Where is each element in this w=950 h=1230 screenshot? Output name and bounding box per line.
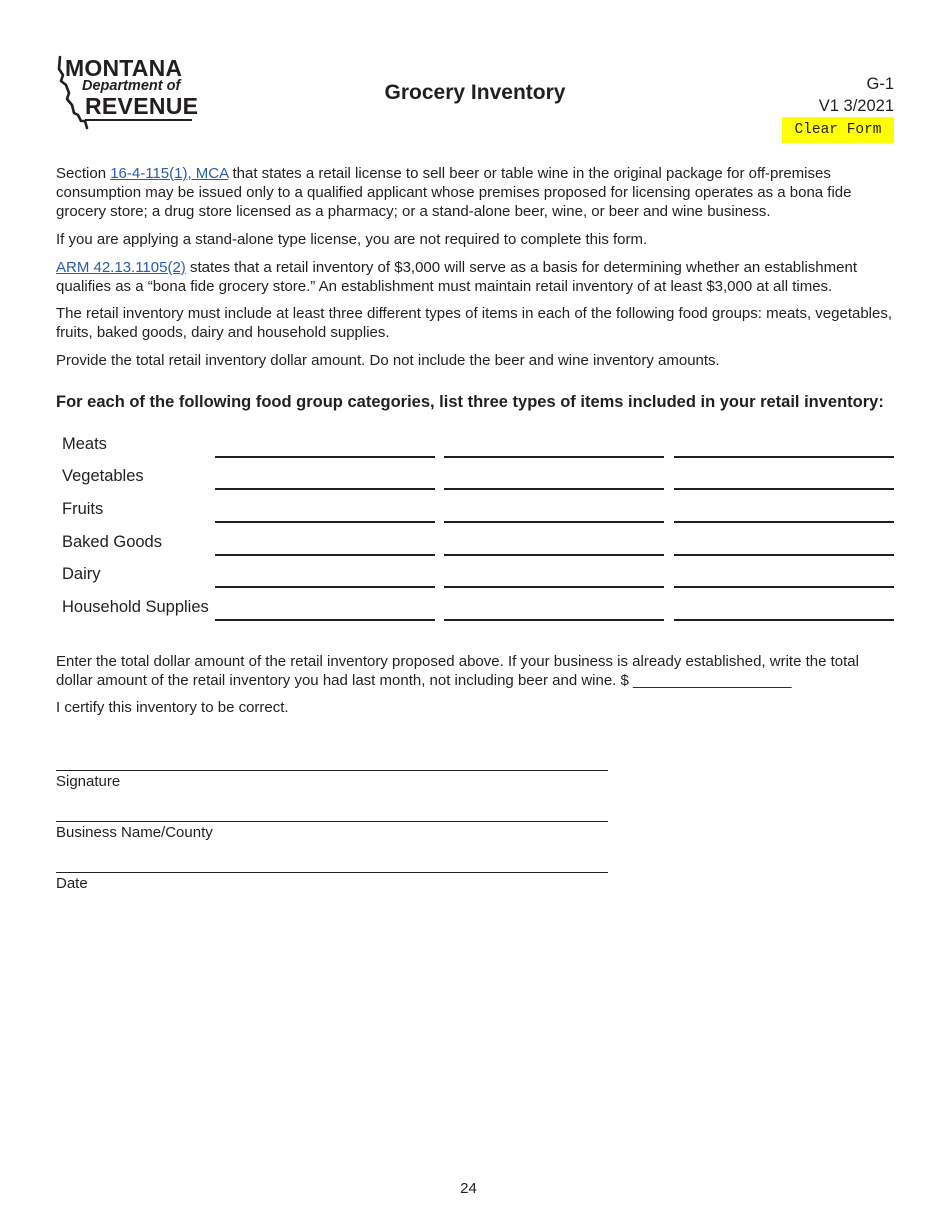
- category-item-field[interactable]: [674, 521, 894, 523]
- logo-underline: [85, 119, 192, 121]
- category-item-field[interactable]: [444, 521, 664, 523]
- intro-text: that states a retail license to sell beer or table wine in the original package for off-premises consumption may be issued only to a qualified applicant whose premises proposed for licensing operates as a bona fide grocery store; a drug store licensed as a pharmacy; or a stand-alone beer, wine, or beer and wine business.: [56, 165, 852, 220]
- category-label: Dairy: [62, 565, 101, 583]
- category-row: [62, 500, 894, 530]
- business-name-line[interactable]: [56, 821, 608, 822]
- total-instructions: Provide the total retail inventory dollar amount. Do not include the beer and wine inventory amounts.: [56, 352, 720, 369]
- category-item-field[interactable]: [215, 488, 435, 490]
- category-row: [62, 598, 894, 628]
- category-row: [62, 435, 894, 465]
- category-item-field[interactable]: [215, 619, 435, 621]
- page-number: 24: [460, 1180, 477, 1197]
- category-label: Meats: [62, 435, 107, 453]
- logo-department-text: Department of: [82, 78, 181, 94]
- mca-statute-link[interactable]: 16-4-115(1), MCA: [110, 165, 229, 182]
- category-label: Baked Goods: [62, 533, 162, 551]
- arm-paragraph: [56, 258, 898, 296]
- intro-paragraph: [56, 164, 898, 221]
- total-amount-paragraph: Enter the total dollar amount of the retail inventory proposed above. If your business is already established, write the total dollar amount of the retail inventory you had last month, not including beer and wine. $ ___________________: [56, 653, 859, 689]
- signature-label: Signature: [56, 773, 121, 790]
- category-instructions: For each of the following food group categories, list three types of items included in your retail inventory:: [56, 393, 884, 411]
- intro-prefix: Section: [56, 165, 111, 182]
- category-label: Household Supplies: [62, 598, 209, 616]
- food-groups-paragraph: The retail inventory must include at least three different types of items in each of the following food groups: meats, vegetables, fruits, baked goods, dairy and household supplies.: [56, 305, 893, 341]
- logo-revenue-text: REVENUE: [85, 93, 199, 119]
- category-item-field[interactable]: [215, 456, 435, 458]
- arm-text: states that a retail inventory of $3,000 will serve as a basis for determining whether an establishment qualifies as a “bona fide grocery store.” An establishment must maintain retail inventory of at least $3,000 at all times.: [56, 259, 857, 295]
- arm-rule-link[interactable]: ARM 42.13.1105(2): [56, 259, 186, 276]
- category-item-field[interactable]: [444, 619, 664, 621]
- form-id-block: [819, 73, 894, 117]
- date-line[interactable]: [56, 872, 608, 873]
- category-item-field[interactable]: [444, 554, 664, 556]
- category-item-field[interactable]: [215, 586, 435, 588]
- category-item-field[interactable]: [444, 586, 664, 588]
- page-title: Grocery Inventory: [384, 81, 566, 104]
- category-item-field[interactable]: [674, 554, 894, 556]
- category-label: Vegetables: [62, 467, 144, 485]
- form-version: V1 3/2021: [818, 97, 894, 115]
- category-item-field[interactable]: [674, 619, 894, 621]
- category-item-field[interactable]: [674, 488, 894, 490]
- form-code: G-1: [866, 75, 894, 93]
- category-item-field[interactable]: [444, 488, 664, 490]
- category-row: [62, 467, 894, 497]
- certification-text: I certify this inventory to be correct.: [56, 699, 289, 716]
- date-label: Date: [56, 875, 88, 892]
- signature-line[interactable]: [56, 770, 608, 771]
- category-item-field[interactable]: [215, 521, 435, 523]
- standalone-note: If you are applying a stand-alone type license, you are not required to complete this form.: [56, 231, 648, 248]
- category-row: [62, 565, 894, 595]
- category-item-field[interactable]: [674, 456, 894, 458]
- business-name-label: Business Name/County: [56, 824, 213, 841]
- clear-form-button[interactable]: Clear Form: [782, 117, 894, 143]
- category-item-field[interactable]: [444, 456, 664, 458]
- category-row: [62, 533, 894, 563]
- category-item-field[interactable]: [215, 554, 435, 556]
- category-item-field[interactable]: [674, 586, 894, 588]
- category-label: Fruits: [62, 500, 104, 518]
- logo-montana-text: MONTANA: [65, 55, 183, 81]
